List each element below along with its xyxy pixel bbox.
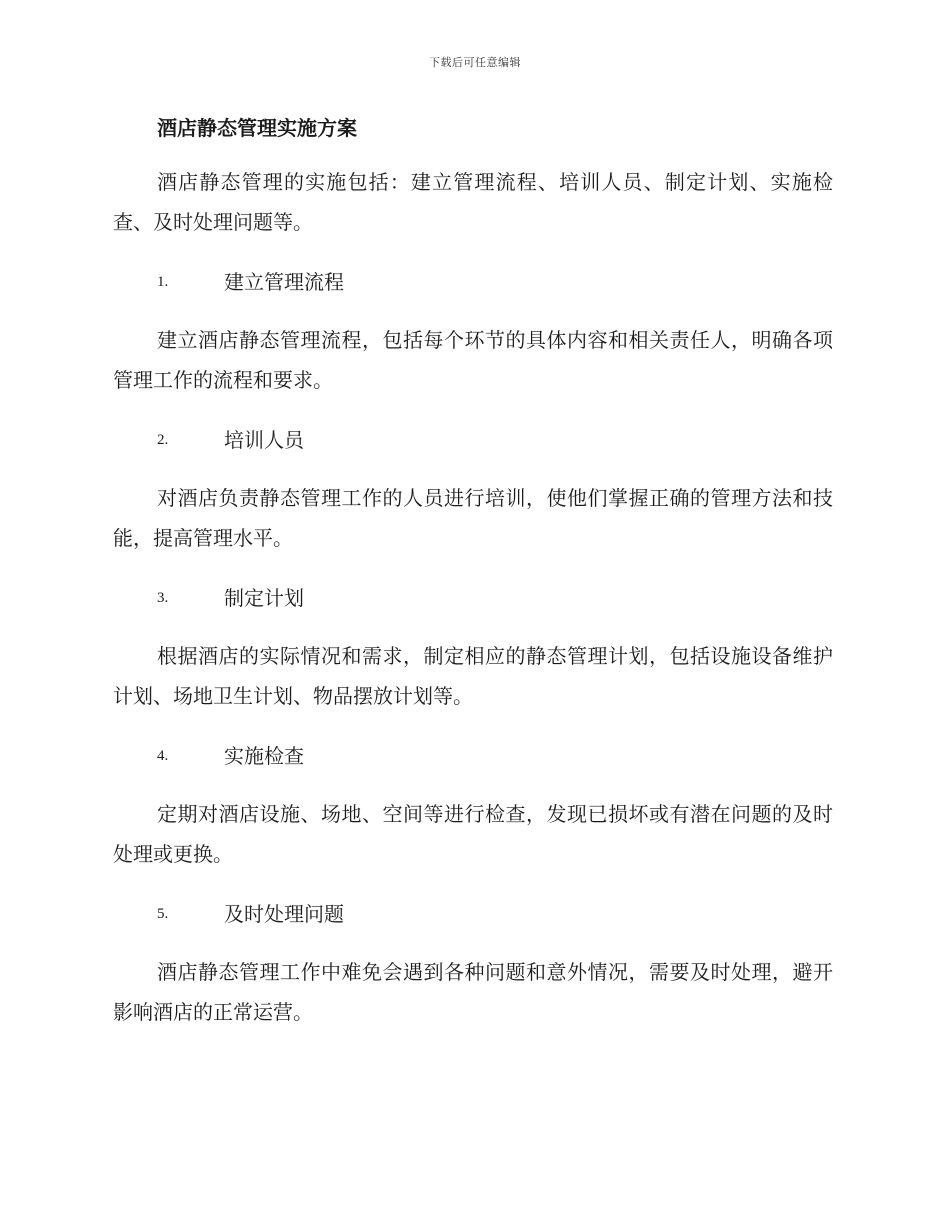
section-title: 及时处理问题 bbox=[224, 902, 344, 926]
section-title: 培训人员 bbox=[224, 428, 304, 452]
section-title: 实施检查 bbox=[224, 744, 304, 768]
section-title: 制定计划 bbox=[224, 586, 304, 610]
section-number: 5. bbox=[157, 906, 169, 922]
section-body-4: 定期对酒店设施、场地、空间等进行检查，发现已损坏或有潜在问题的及时处理或更换。 bbox=[113, 802, 833, 866]
section-heading-3 bbox=[113, 578, 833, 618]
section-body-5: 酒店静态管理工作中难免会遇到各种问题和意外情况，需要及时处理，避开影响酒店的正常运营。 bbox=[113, 960, 833, 1024]
intro-paragraph: 酒店静态管理的实施包括：建立管理流程、培训人员、制定计划、实施检查、及时处理问题等。 bbox=[113, 170, 833, 234]
section-body-2: 对酒店负责静态管理工作的人员进行培训，使他们掌握正确的管理方法和技能，提高管理水平。 bbox=[113, 486, 833, 550]
section-number: 3. bbox=[157, 590, 169, 606]
section-heading-4 bbox=[113, 736, 833, 776]
section-number: 2. bbox=[157, 432, 169, 448]
section-heading-5 bbox=[113, 894, 833, 934]
section-heading-2 bbox=[113, 420, 833, 460]
header-note: 下载后可任意编辑 bbox=[429, 56, 521, 69]
section-number: 4. bbox=[157, 748, 169, 764]
section-number: 1. bbox=[157, 274, 169, 290]
document-title: 酒店静态管理实施方案 bbox=[157, 116, 357, 140]
document-body bbox=[113, 112, 833, 1032]
section-heading-1 bbox=[113, 262, 833, 302]
section-body-1: 建立酒店静态管理流程，包括每个环节的具体内容和相关责任人，明确各项管理工作的流程和要求。 bbox=[113, 328, 833, 392]
section-title: 建立管理流程 bbox=[224, 270, 344, 294]
section-body-3: 根据酒店的实际情况和需求，制定相应的静态管理计划，包括设施设备维护计划、场地卫生计划、物品摆放计划等。 bbox=[113, 644, 833, 708]
